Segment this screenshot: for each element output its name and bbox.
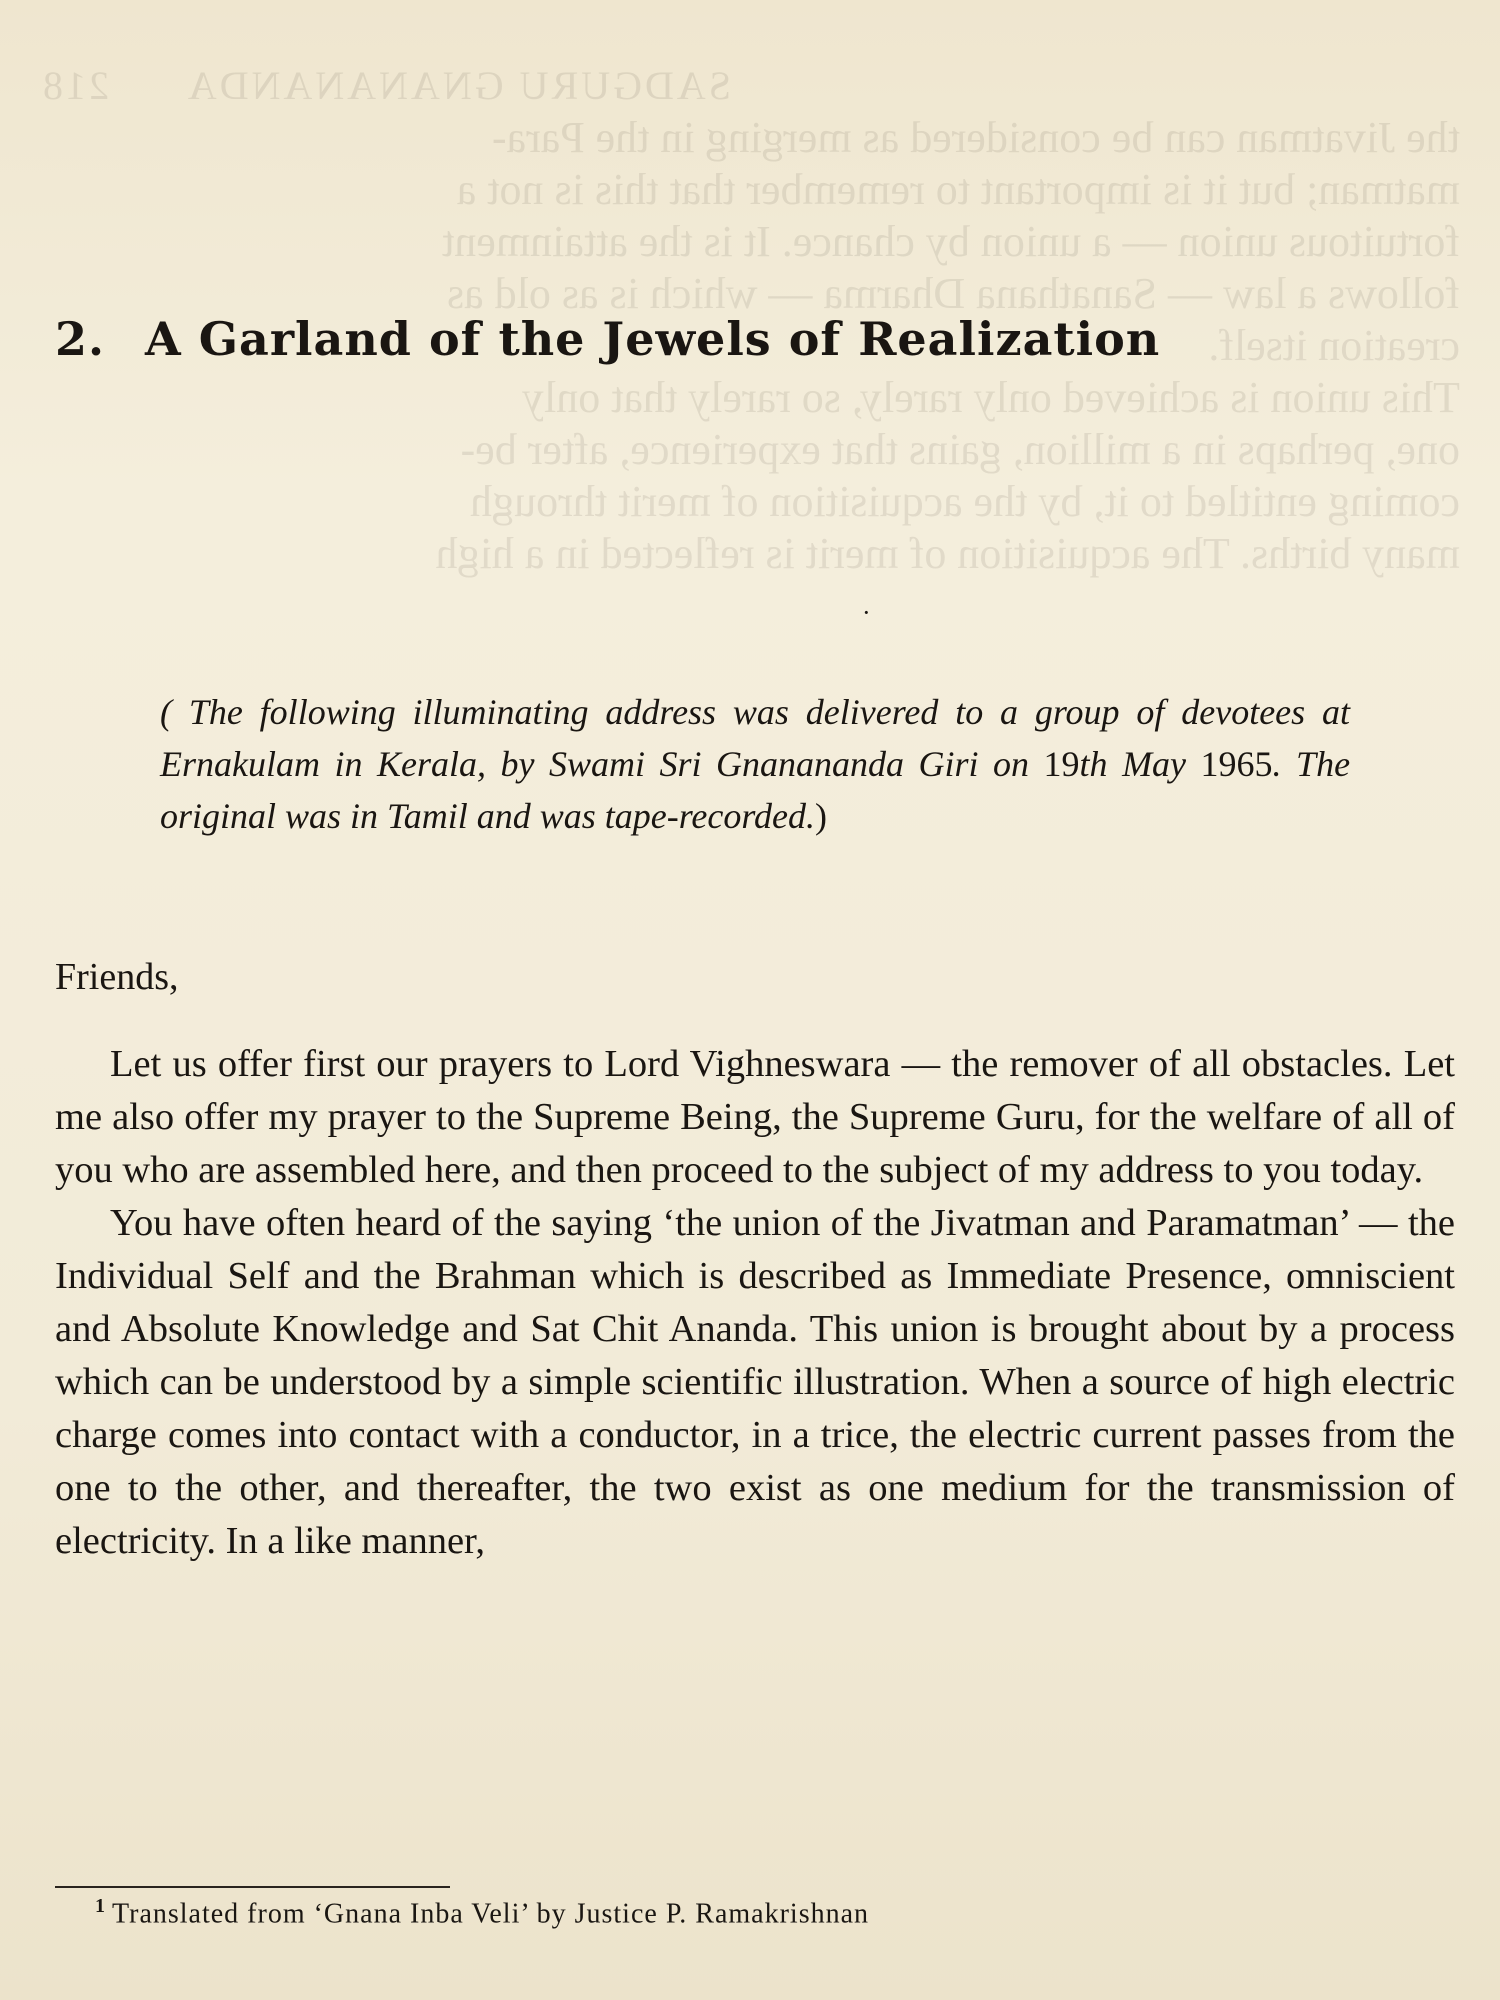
show-through-line: creation itself. xyxy=(1208,321,1460,370)
show-through-header xyxy=(40,60,1460,112)
show-through-line: coming entitled to it, by the acquisition of merit through xyxy=(470,477,1460,526)
paragraph: Let us offer first our prayers to Lord Vighneswara — the remover of all obstacles. Let me also offer my prayer to the Supreme Being, the Supreme Guru, for the welfare of all of you who are assembled here, and then proceed to the subject of my address to you today. xyxy=(55,1043,1455,1191)
show-through-line: many births. The acquisition of merit is reflected in a high xyxy=(435,529,1460,578)
show-through-line: This union is achieved only rarely, so rarely that only xyxy=(521,373,1460,422)
intro-open-paren: ( xyxy=(160,692,172,732)
chapter-title: A Garland of the Jewels of Realization xyxy=(145,312,1161,366)
paragraph: You have often heard of the saying ‘the union of the Jivatman and Paramatman’ — the Individual Self and the Brahman which is described as Immediate Presence, omniscient and Absolute Knowledge and Sat Chit Ananda. This union is brought about by a process which can be understood by a simple scientific illustration. When a source of high electric charge comes into contact with a conductor, in a trice, the electric current passes from the one to the other, and thereafter, the two exist as one medium for the transmission of electricity. In a like manner, xyxy=(55,1202,1455,1562)
salutation: Friends, xyxy=(55,956,179,998)
footnote xyxy=(95,1895,1445,1930)
show-through-line: the Jivatman can be considered as merging in the Para- xyxy=(491,113,1460,162)
body-text xyxy=(55,1038,1455,1568)
intro-day-number: 19 xyxy=(1043,744,1080,784)
chapter-heading xyxy=(55,312,1495,366)
intro-text-end: . The original was in Tamil and was tape-recorded. xyxy=(160,744,1351,836)
chapter-number: 2. xyxy=(55,312,106,366)
footnote-marker: 1 xyxy=(95,1895,106,1917)
intro-year: 1965 xyxy=(1200,744,1273,784)
intro-note xyxy=(160,686,1350,842)
intro-text: The following illuminating address was delivered to a group of devotees at Ernakulam in Kerala, by Swami Sri Gnanananda Giri on xyxy=(160,692,1351,784)
footnote-rule xyxy=(55,1886,450,1888)
intro-month: May xyxy=(1122,744,1187,784)
show-through-line: follows a law — Sanathana Dharma — which is as old as xyxy=(447,269,1460,318)
show-through-running-head: SADGURU GNANANANDA xyxy=(187,63,732,108)
show-through-line: fortuitous union — a union by chance. It is the attainment xyxy=(442,217,1460,266)
show-through-line: one, perhaps in a million, gains that experience, after be- xyxy=(460,425,1460,474)
intro-day-suffix: th xyxy=(1079,744,1108,784)
footnote-text: Translated from ‘Gnana Inba Veli’ by Justice P. Ramakrishnan xyxy=(112,1898,870,1930)
intro-close-paren: ) xyxy=(815,796,828,836)
stray-mark: · xyxy=(862,598,871,627)
show-through-page-number: 218 xyxy=(40,63,109,108)
show-through-line: matman; but it is important to remember that this is not a xyxy=(456,165,1460,214)
